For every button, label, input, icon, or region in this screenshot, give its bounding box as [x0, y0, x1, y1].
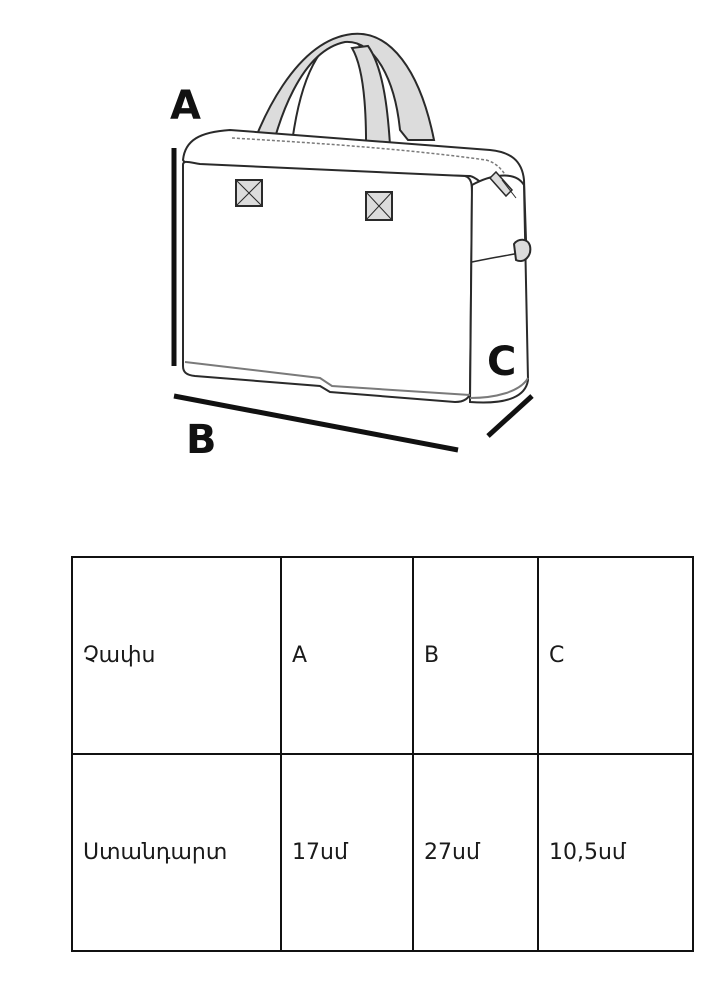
dimension-label-a: A [170, 83, 201, 129]
bag-diagram [0, 0, 707, 480]
table-header-cell: A [281, 557, 413, 754]
table-header-cell: Չափս [72, 557, 281, 754]
dimension-label-b: B [186, 417, 217, 463]
table-header-cell: C [538, 557, 693, 754]
table-cell: 17սմ [281, 754, 413, 951]
table-cell: Ստանդարտ [72, 754, 281, 951]
table-header-cell: B [413, 557, 538, 754]
bag-icon [0, 0, 707, 480]
size-table [71, 556, 694, 952]
table-cell: 27սմ [413, 754, 538, 951]
dimension-label-c: C [487, 339, 517, 385]
table-header-row [72, 557, 693, 754]
d-ring-icon [514, 240, 530, 261]
table-cell: 10,5սմ [538, 754, 693, 951]
table-row [72, 754, 693, 951]
dimension-line-b [174, 396, 458, 450]
